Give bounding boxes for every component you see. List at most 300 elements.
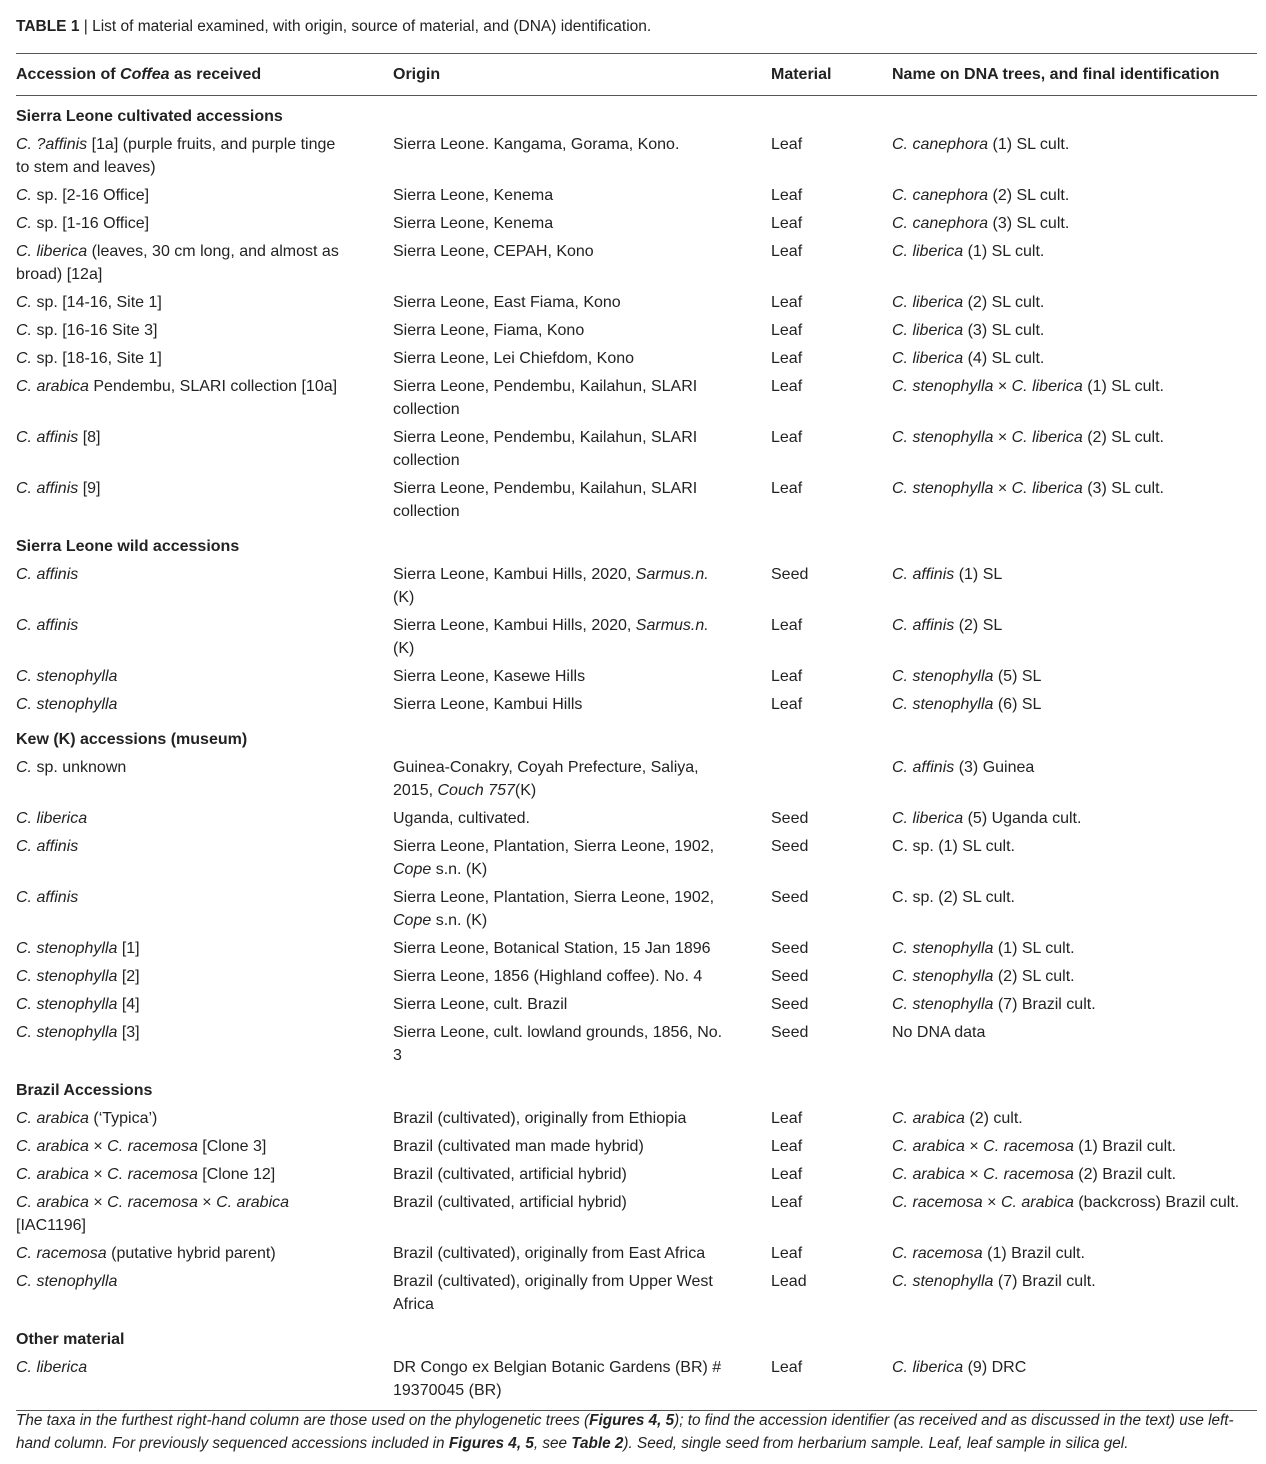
italic-taxon: C. racemosa bbox=[892, 1245, 983, 1262]
table-row bbox=[16, 238, 1257, 289]
italic-taxon: C. affinis bbox=[892, 566, 955, 583]
text-segment: Sierra Leone, Kambui Hills, 2020, bbox=[393, 617, 636, 634]
text-segment: [9] bbox=[78, 480, 101, 497]
table-row bbox=[16, 691, 1257, 719]
text-segment: (K) bbox=[393, 640, 415, 657]
material-cell bbox=[771, 963, 892, 991]
text-segment: (5) Uganda cult. bbox=[963, 810, 1082, 827]
material-cell bbox=[771, 1019, 892, 1070]
bold-reference: Table 2 bbox=[571, 1435, 624, 1452]
origin-cell bbox=[393, 663, 771, 691]
material-cell bbox=[771, 991, 892, 1019]
text-segment: (1) SL bbox=[954, 566, 1003, 583]
table-row bbox=[16, 289, 1257, 317]
text-segment: sp. [1-16 Office] bbox=[32, 215, 150, 232]
dna-name-cell bbox=[892, 1240, 1257, 1268]
text-segment: C. sp. (2) SL cult. bbox=[892, 889, 1015, 906]
dna-name-cell bbox=[892, 963, 1257, 991]
dna-name-cell bbox=[892, 1133, 1257, 1161]
text-segment: Brazil (cultivated), originally from Ethiopia bbox=[393, 1110, 687, 1127]
table-row bbox=[16, 754, 1257, 805]
text-segment: (1) SL cult. bbox=[963, 243, 1045, 260]
dna-name-header bbox=[892, 54, 1257, 96]
text-segment: (3) Guinea bbox=[954, 759, 1035, 776]
text-segment: × bbox=[88, 1166, 108, 1183]
italic-taxon: Couch 757 bbox=[437, 782, 515, 799]
italic-taxon: C. stenophylla bbox=[892, 968, 994, 985]
material-cell bbox=[771, 663, 892, 691]
text-segment: [Clone 3] bbox=[197, 1138, 267, 1155]
accession-cell bbox=[16, 663, 393, 691]
italic-taxon: C. affinis bbox=[16, 889, 79, 906]
text-segment: × bbox=[88, 1138, 108, 1155]
italic-taxon: C. liberica bbox=[1011, 480, 1083, 497]
italic-taxon: C. stenophylla bbox=[16, 668, 118, 685]
text-segment: DR Congo ex Belgian Botanic Gardens (BR) # 19370045 (BR) bbox=[393, 1359, 722, 1399]
material-cell bbox=[771, 561, 892, 612]
text-segment: × bbox=[964, 1138, 984, 1155]
text-segment: (5) SL bbox=[993, 668, 1042, 685]
italic-taxon: C. arabica bbox=[16, 1110, 89, 1127]
dna-name-cell bbox=[892, 182, 1257, 210]
section-heading-row bbox=[16, 1070, 1257, 1105]
text-segment: Uganda, cultivated. bbox=[393, 810, 530, 827]
text-segment: [3] bbox=[117, 1024, 140, 1041]
accession-cell bbox=[16, 1105, 393, 1133]
origin-cell bbox=[393, 805, 771, 833]
italic-taxon: C. arabica bbox=[16, 1194, 89, 1211]
text-segment: Leaf bbox=[771, 136, 803, 153]
dna-name-cell bbox=[892, 1161, 1257, 1189]
text-segment: Leaf bbox=[771, 1166, 803, 1183]
text-segment: C. sp. (1) SL cult. bbox=[892, 838, 1015, 855]
text-segment: × bbox=[982, 1194, 1001, 1211]
bold-reference: Figures 4, 5 bbox=[448, 1435, 534, 1452]
section-heading: Sierra Leone cultivated accessions bbox=[16, 108, 283, 125]
text-segment: × bbox=[993, 480, 1012, 497]
material-cell bbox=[771, 1268, 892, 1319]
italic-taxon: C. stenophylla bbox=[892, 480, 994, 497]
text-segment: (2) SL cult. bbox=[993, 968, 1075, 985]
italic-taxon: C. canephora bbox=[892, 215, 989, 232]
bold-reference: Figures 4, 5 bbox=[589, 1412, 675, 1429]
text-segment: Leaf bbox=[771, 215, 803, 232]
accession-cell bbox=[16, 373, 393, 424]
italic-taxon: C. bbox=[16, 759, 32, 776]
text-segment: ); to find the accession identifier (as received and as discussed in the text) use left-hand column. For previously sequenced accessions included in bbox=[16, 1412, 1234, 1452]
text-segment: Sierra Leone, Pendembu, Kailahun, SLARI collection bbox=[393, 480, 698, 520]
table-row bbox=[16, 182, 1257, 210]
accession-cell bbox=[16, 1354, 393, 1411]
italic-taxon: Cope bbox=[393, 912, 432, 929]
caption-text: List of material examined, with origin, source of material, and (DNA) identification. bbox=[92, 18, 652, 35]
italic-taxon: C. affinis bbox=[16, 617, 79, 634]
accession-cell bbox=[16, 317, 393, 345]
material-cell bbox=[771, 1240, 892, 1268]
text-segment: ). Seed, single seed from herbarium sample. Leaf, leaf sample in silica gel. bbox=[623, 1435, 1129, 1452]
text-segment: sp. unknown bbox=[32, 759, 127, 776]
italic-taxon: C. racemosa bbox=[16, 1245, 107, 1262]
origin-cell bbox=[393, 317, 771, 345]
table-row bbox=[16, 884, 1257, 935]
text-segment: × bbox=[993, 429, 1012, 446]
italic-taxon: C. affinis bbox=[892, 617, 955, 634]
dna-name-cell bbox=[892, 663, 1257, 691]
material-cell bbox=[771, 833, 892, 884]
italic-taxon: C. affinis bbox=[16, 838, 79, 855]
table-row bbox=[16, 1105, 1257, 1133]
text-segment: Sierra Leone, cult. Brazil bbox=[393, 996, 568, 1013]
text-segment: Sierra Leone, 1856 (Highland coffee). No. 4 bbox=[393, 968, 703, 985]
text-segment: Leaf bbox=[771, 294, 803, 311]
text-segment: Origin bbox=[393, 66, 441, 83]
material-cell bbox=[771, 317, 892, 345]
origin-cell bbox=[393, 991, 771, 1019]
material-cell bbox=[771, 289, 892, 317]
origin-cell bbox=[393, 1019, 771, 1070]
italic-taxon: Sarmus.n. bbox=[635, 617, 709, 634]
italic-taxon: C. stenophylla bbox=[16, 1024, 118, 1041]
text-segment: , see bbox=[533, 1435, 572, 1452]
text-segment: Sierra Leone, Plantation, Sierra Leone, 1902, bbox=[393, 838, 715, 855]
table-row bbox=[16, 612, 1257, 663]
material-cell bbox=[771, 131, 892, 182]
italic-taxon: C. stenophylla bbox=[892, 696, 994, 713]
material-cell bbox=[771, 1133, 892, 1161]
accession-cell bbox=[16, 210, 393, 238]
table-row bbox=[16, 1161, 1257, 1189]
material-cell bbox=[771, 1189, 892, 1240]
italic-taxon: C. stenophylla bbox=[16, 1273, 118, 1290]
text-segment: Leaf bbox=[771, 1194, 803, 1211]
italic-taxon: C. affinis bbox=[892, 759, 955, 776]
italic-taxon: C. arabica bbox=[16, 1138, 89, 1155]
section-heading: Sierra Leone wild accessions bbox=[16, 538, 240, 555]
header-row bbox=[16, 54, 1257, 96]
text-segment: [2] bbox=[117, 968, 140, 985]
text-segment: Brazil (cultivated), originally from East Africa bbox=[393, 1245, 706, 1262]
text-segment: (6) SL bbox=[993, 696, 1042, 713]
italic-taxon: C. liberica bbox=[892, 350, 964, 367]
text-segment: Sierra Leone, Kenema bbox=[393, 215, 554, 232]
text-segment: (1) Brazil cult. bbox=[1073, 1138, 1177, 1155]
dna-name-cell bbox=[892, 805, 1257, 833]
text-segment: Leaf bbox=[771, 1138, 803, 1155]
italic-taxon: C. racemosa bbox=[892, 1194, 983, 1211]
accession-cell bbox=[16, 612, 393, 663]
dna-name-cell bbox=[892, 345, 1257, 373]
italic-taxon: Cope bbox=[393, 861, 432, 878]
origin-cell bbox=[393, 1268, 771, 1319]
italic-taxon: C. liberica bbox=[892, 243, 964, 260]
accession-cell bbox=[16, 1189, 393, 1240]
italic-taxon: C. racemosa bbox=[107, 1194, 198, 1211]
italic-taxon: C. stenophylla bbox=[892, 1273, 994, 1290]
dna-name-cell bbox=[892, 561, 1257, 612]
table-footnote bbox=[16, 1409, 1261, 1455]
table-row bbox=[16, 1019, 1257, 1070]
italic-taxon: C. affinis bbox=[16, 566, 79, 583]
table-label: TABLE 1 bbox=[16, 18, 80, 35]
italic-taxon: C. stenophylla bbox=[16, 996, 118, 1013]
italic-taxon: C. bbox=[16, 187, 32, 204]
text-segment: Material bbox=[771, 66, 832, 83]
table-row bbox=[16, 345, 1257, 373]
text-segment: (3) SL cult. bbox=[963, 322, 1045, 339]
text-segment: (putative hybrid parent) bbox=[106, 1245, 276, 1262]
table-row bbox=[16, 663, 1257, 691]
origin-cell bbox=[393, 238, 771, 289]
text-segment: (‘Typica’) bbox=[88, 1110, 158, 1127]
dna-name-cell bbox=[892, 210, 1257, 238]
material-cell bbox=[771, 805, 892, 833]
origin-header bbox=[393, 54, 771, 96]
material-cell bbox=[771, 1161, 892, 1189]
accession-cell bbox=[16, 182, 393, 210]
dna-name-cell bbox=[892, 424, 1257, 475]
accession-header bbox=[16, 54, 393, 96]
text-segment: Seed bbox=[771, 838, 809, 855]
text-segment: Pendembu, SLARI collection [10a] bbox=[88, 378, 338, 395]
text-segment: Sierra Leone, Plantation, Sierra Leone, 1902, bbox=[393, 889, 715, 906]
material-cell bbox=[771, 1354, 892, 1411]
text-segment: Brazil (cultivated), originally from Upper West Africa bbox=[393, 1273, 713, 1313]
table-row bbox=[16, 963, 1257, 991]
table-row bbox=[16, 131, 1257, 182]
text-segment: [IAC1196] bbox=[16, 1217, 86, 1234]
dna-name-cell bbox=[892, 475, 1257, 526]
text-segment: Leaf bbox=[771, 429, 803, 446]
italic-taxon: C. arabica bbox=[216, 1194, 290, 1211]
text-segment: [1a] (purple fruits, and purple tinge to stem and leaves) bbox=[16, 136, 336, 176]
italic-taxon: C. arabica bbox=[892, 1138, 965, 1155]
table-row bbox=[16, 1133, 1257, 1161]
origin-cell bbox=[393, 612, 771, 663]
accession-cell bbox=[16, 963, 393, 991]
table-row bbox=[16, 833, 1257, 884]
origin-cell bbox=[393, 884, 771, 935]
text-segment: Seed bbox=[771, 889, 809, 906]
material-cell bbox=[771, 935, 892, 963]
text-segment: (7) Brazil cult. bbox=[993, 996, 1096, 1013]
origin-cell bbox=[393, 833, 771, 884]
dna-name-cell bbox=[892, 1189, 1257, 1240]
text-segment: Name on DNA trees, and final identification bbox=[892, 66, 1220, 83]
italic-taxon: C. affinis bbox=[16, 480, 79, 497]
text-segment: s.n. (K) bbox=[431, 912, 488, 929]
text-segment: No DNA data bbox=[892, 1024, 986, 1041]
text-segment: s.n. (K) bbox=[431, 861, 488, 878]
table-row bbox=[16, 561, 1257, 612]
text-segment: (2) SL cult. bbox=[1082, 429, 1164, 446]
text-segment: Sierra Leone. Kangama, Gorama, Kono. bbox=[393, 136, 680, 153]
italic-taxon: C. stenophylla bbox=[892, 378, 994, 395]
text-segment: sp. [14-16, Site 1] bbox=[32, 294, 162, 311]
italic-taxon: C. stenophylla bbox=[16, 696, 118, 713]
text-segment: (7) Brazil cult. bbox=[993, 1273, 1096, 1290]
dna-name-cell bbox=[892, 833, 1257, 884]
italic-taxon: Coffea bbox=[120, 66, 170, 83]
table-body bbox=[16, 96, 1257, 1411]
accession-cell bbox=[16, 424, 393, 475]
text-segment: Sierra Leone, Lei Chiefdom, Kono bbox=[393, 350, 635, 367]
dna-name-cell bbox=[892, 373, 1257, 424]
text-segment: (2) SL cult. bbox=[988, 187, 1070, 204]
dna-name-cell bbox=[892, 935, 1257, 963]
text-segment: Brazil (cultivated man made hybrid) bbox=[393, 1138, 644, 1155]
text-segment: Sierra Leone, East Fiama, Kono bbox=[393, 294, 621, 311]
text-segment: Sierra Leone, CEPAH, Kono bbox=[393, 243, 594, 260]
text-segment: Lead bbox=[771, 1273, 807, 1290]
accession-cell bbox=[16, 238, 393, 289]
italic-taxon: C. racemosa bbox=[983, 1166, 1074, 1183]
accession-cell bbox=[16, 1019, 393, 1070]
text-segment: (1) SL cult. bbox=[993, 940, 1075, 957]
italic-taxon: C. liberica bbox=[16, 243, 88, 260]
accession-cell bbox=[16, 131, 393, 182]
accession-cell bbox=[16, 991, 393, 1019]
material-table bbox=[16, 53, 1257, 1411]
material-cell bbox=[771, 424, 892, 475]
text-segment: Sierra Leone, Pendembu, Kailahun, SLARI collection bbox=[393, 429, 698, 469]
italic-taxon: Sarmus.n. bbox=[635, 566, 709, 583]
text-segment: sp. [18-16, Site 1] bbox=[32, 350, 162, 367]
text-segment: Leaf bbox=[771, 668, 803, 685]
accession-cell bbox=[16, 289, 393, 317]
text-segment: × bbox=[993, 378, 1012, 395]
text-segment: [Clone 12] bbox=[197, 1166, 276, 1183]
italic-taxon: C. racemosa bbox=[983, 1138, 1074, 1155]
text-segment: × bbox=[88, 1194, 108, 1211]
material-cell bbox=[771, 345, 892, 373]
text-segment: (2) SL bbox=[954, 617, 1003, 634]
text-segment: Leaf bbox=[771, 1245, 803, 1262]
text-segment: (leaves, 30 cm long, and almost as broad) [12a] bbox=[16, 243, 339, 283]
accession-cell bbox=[16, 805, 393, 833]
italic-taxon: C. liberica bbox=[1011, 378, 1083, 395]
material-cell bbox=[771, 475, 892, 526]
text-segment: × bbox=[964, 1166, 984, 1183]
material-header bbox=[771, 54, 892, 96]
dna-name-cell bbox=[892, 1268, 1257, 1319]
text-segment: Brazil (cultivated, artificial hybrid) bbox=[393, 1194, 627, 1211]
dna-name-cell bbox=[892, 612, 1257, 663]
origin-cell bbox=[393, 345, 771, 373]
text-segment: (K) bbox=[393, 589, 415, 606]
accession-cell bbox=[16, 884, 393, 935]
accession-cell bbox=[16, 1133, 393, 1161]
text-segment: Seed bbox=[771, 996, 809, 1013]
origin-cell bbox=[393, 754, 771, 805]
section-heading: Brazil Accessions bbox=[16, 1082, 153, 1099]
italic-taxon: C. stenophylla bbox=[892, 996, 994, 1013]
text-segment: The taxa in the furthest right-hand column are those used on the phylogenetic trees ( bbox=[16, 1412, 590, 1429]
text-segment: Seed bbox=[771, 940, 809, 957]
italic-taxon: C. stenophylla bbox=[16, 968, 118, 985]
table-row bbox=[16, 317, 1257, 345]
section-heading-row bbox=[16, 96, 1257, 132]
italic-taxon: C. affinis bbox=[16, 429, 79, 446]
material-cell bbox=[771, 210, 892, 238]
text-segment: Seed bbox=[771, 968, 809, 985]
text-segment: Leaf bbox=[771, 378, 803, 395]
origin-cell bbox=[393, 691, 771, 719]
material-cell bbox=[771, 182, 892, 210]
origin-cell bbox=[393, 373, 771, 424]
table-row bbox=[16, 1240, 1257, 1268]
italic-taxon: C. liberica bbox=[892, 810, 964, 827]
origin-cell bbox=[393, 1105, 771, 1133]
text-segment: Leaf bbox=[771, 1110, 803, 1127]
italic-taxon: C. bbox=[16, 215, 32, 232]
table-row bbox=[16, 1189, 1257, 1240]
material-cell bbox=[771, 1105, 892, 1133]
italic-taxon: C. liberica bbox=[1011, 429, 1083, 446]
text-segment: Sierra Leone, Pendembu, Kailahun, SLARI collection bbox=[393, 378, 698, 418]
text-segment: sp. [16-16 Site 3] bbox=[32, 322, 158, 339]
dna-name-cell bbox=[892, 1105, 1257, 1133]
text-segment: (1) SL cult. bbox=[988, 136, 1070, 153]
italic-taxon: C. liberica bbox=[16, 810, 88, 827]
text-segment: (K) bbox=[514, 782, 537, 799]
text-segment: Seed bbox=[771, 810, 809, 827]
text-segment: (2) SL cult. bbox=[963, 294, 1045, 311]
italic-taxon: C. stenophylla bbox=[892, 668, 994, 685]
italic-taxon: C. liberica bbox=[892, 1359, 964, 1376]
section-heading: Other material bbox=[16, 1331, 125, 1348]
text-segment: Sierra Leone, Fiama, Kono bbox=[393, 322, 585, 339]
italic-taxon: C. ?affinis bbox=[16, 136, 88, 153]
accession-cell bbox=[16, 1161, 393, 1189]
text-segment: Sierra Leone, Botanical Station, 15 Jan 1896 bbox=[393, 940, 711, 957]
material-cell bbox=[771, 612, 892, 663]
text-segment: Sierra Leone, Kambui Hills, 2020, bbox=[393, 566, 636, 583]
dna-name-cell bbox=[892, 289, 1257, 317]
table-caption bbox=[16, 18, 651, 36]
table-row bbox=[16, 935, 1257, 963]
italic-taxon: C. arabica bbox=[16, 1166, 89, 1183]
italic-taxon: C. canephora bbox=[892, 136, 989, 153]
italic-taxon: C. stenophylla bbox=[892, 940, 994, 957]
text-segment: [4] bbox=[117, 996, 140, 1013]
accession-cell bbox=[16, 561, 393, 612]
origin-cell bbox=[393, 210, 771, 238]
text-segment: Leaf bbox=[771, 617, 803, 634]
origin-cell bbox=[393, 131, 771, 182]
text-segment: (1) SL cult. bbox=[1082, 378, 1164, 395]
italic-taxon: C. liberica bbox=[892, 294, 964, 311]
text-segment: [8] bbox=[78, 429, 101, 446]
text-segment: Accession of bbox=[16, 66, 121, 83]
origin-cell bbox=[393, 289, 771, 317]
dna-name-cell bbox=[892, 991, 1257, 1019]
text-segment: (3) SL cult. bbox=[1082, 480, 1164, 497]
origin-cell bbox=[393, 963, 771, 991]
italic-taxon: C. bbox=[16, 322, 32, 339]
italic-taxon: C. bbox=[16, 294, 32, 311]
italic-taxon: C. bbox=[16, 350, 32, 367]
text-segment: Sierra Leone, Kambui Hills bbox=[393, 696, 583, 713]
material-cell bbox=[771, 884, 892, 935]
italic-taxon: C. arabica bbox=[16, 378, 89, 395]
text-segment: [1] bbox=[117, 940, 140, 957]
section-heading-row bbox=[16, 1319, 1257, 1354]
section-heading-row bbox=[16, 719, 1257, 754]
text-segment: Leaf bbox=[771, 350, 803, 367]
text-segment: Sierra Leone, Kenema bbox=[393, 187, 554, 204]
accession-cell bbox=[16, 475, 393, 526]
table-row bbox=[16, 424, 1257, 475]
